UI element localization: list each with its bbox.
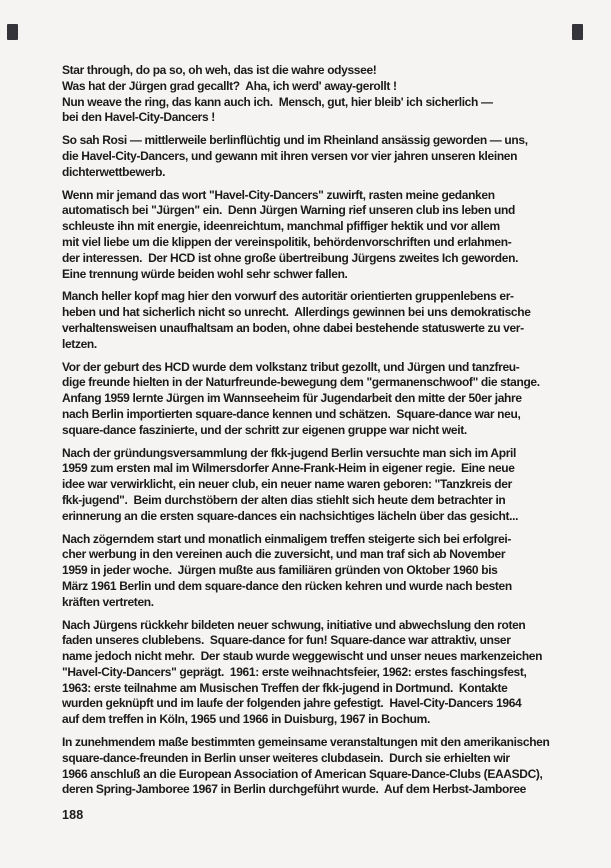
paragraph [62,289,582,352]
paragraph [62,188,582,283]
text-line: Eine trennung würde beiden wohl sehr schwer fallen. [62,266,348,281]
text-line: Anfang 1959 lernte Jürgen im Wannseeheim für Jugendarbeit den mitte der 50er jahre [62,391,522,406]
text-line: März 1961 Berlin und dem square-dance den rücken kehren und wurde nach besten [62,578,512,593]
text-line: verhaltensweisen unaufhaltsam an boden, ohne dabei bestehende statuswerte zu ver- [62,320,524,335]
text-line: Star through, do pa so, oh weh, das ist die wahre odyssee! [62,63,377,77]
text-line: Nun weave the ring, das kann auch ich. Mensch, gut, hier bleib' ich sicherlich — [62,94,493,109]
text-line: mit viel liebe um die klippen der vereinspolitik, behördenvorschriften und erlahmen- [62,234,512,249]
text-line: auf dem treffen in Köln, 1965 und 1966 in Duisburg, 1967 in Bochum. [62,712,430,727]
text-line: letzen. [62,336,97,351]
text-line: Nach der gründungsversammlung der fkk-jugend Berlin versuchte man sich im April [62,445,517,460]
paragraph [62,735,582,798]
text-line: bei den Havel-City-Dancers ! [62,110,215,125]
paragraph [62,133,582,180]
text-line: dichterwettbewerb. [62,164,166,179]
text-line: automatisch bei "Jürgen" ein. Denn Jürgen Warning rief unseren club ins leben und [62,203,515,218]
text-line: deren Spring-Jamboree 1967 in Berlin durchgeführt wurde. Auf dem Herbst-Jamboree [62,782,526,797]
text-line: 1959 in jeder woche. Jürgen mußte aus familiären gründen von Oktober 1960 bis [62,563,498,578]
paragraph [62,532,582,611]
text-line: cher werbung in den vereinen auch die zuversicht, und man traf sich ab November [62,547,506,562]
text-line: 1963: erste teilnahme am Musischen Treffen der fkk-jugend in Dortmund. Kontakte [62,680,508,695]
text-line: 1959 zum ersten mal im Wilmersdorfer Anne-Frank-Heim in eigener regie. Eine neue [62,461,515,476]
text-line: name jedoch nicht mehr. Der staub wurde weggewischt und unser neues markenzeichen [62,649,543,664]
text-line: Nach Jürgens rückkehr bildeten neuer schwung, initiative und abwechslung den roten [62,617,526,632]
scan-registration-mark-right [572,24,583,40]
text-line: faden unseres clublebens. Square-dance for fun! Square-dance war attraktiv, unser [62,633,511,648]
text-line: schleuste ihn mit energie, ideenreichtum, manchmal pfiffiger hektik und vor allem [62,219,500,234]
text-line: So sah Rosi — mittlerweile berlinflüchtig und im Rheinland ansässig geworden — uns, [62,133,528,148]
text-line: nach Berlin importierten square-dance kennen und schätzen. Square-dance war neu, [62,406,521,421]
text-line: In zunehmendem maße bestimmten gemeinsame veranstaltungen mit den amerikanischen [62,735,550,750]
text-line: heben und hat sicherlich nicht so unrecht. Allerdings gewinnen bei uns demokratische [62,305,531,320]
paragraph [62,63,582,126]
text-line: dige freunde hielten in der Naturfreunde-bewegung dem "germanenschwoof" die stange. [62,375,540,390]
text-line: der interessen. Der HCD ist ohne große übertreibung Jürgens zweites Ich geworden. [62,250,519,265]
text-line: square-dance faszinierte, und der schritt zur eigenen gruppe war nicht weit. [62,422,467,437]
text-line: 1966 anschluß an die European Association of American Square-Dance-Clubs (EAASDC), [62,766,543,781]
text-line: wurden geknüpft und im laufe der folgenden jahre gefestigt. Havel-City-Dancers 1964 [62,696,522,711]
text-line: fkk-jugend". Beim durchstöbern der alten dias stiehlt sich heute dem betrachter in [62,492,506,507]
paragraph [62,446,582,525]
text-line: idee war verwirklicht, ein neuer club, ein neuer name waren geboren: "Tanzkreis der [62,477,512,492]
text-line: Nach zögerndem start und monatlich einmaligem treffen steigerte sich bei erfolgrei- [62,531,512,546]
text-line: Vor der geburt des HCD wurde dem volkstanz tribut gezollt, und Jürgen und tanzfreu- [62,359,520,374]
scan-registration-mark-left [7,24,18,40]
text-line: Wenn mir jemand das wort "Havel-City-Dancers" zuwirft, rasten meine gedanken [62,187,495,202]
text-line: Was hat der Jürgen grad gecallt? Aha, ich werd' away-gerollt ! [62,78,397,93]
text-line: erinnerung an die ersten square-dances ein nachsichtiges lächeln über das gesicht... [62,508,519,523]
text-line: square-dance-freunden in Berlin unser weiteres clubdasein. Durch sie erhielten wir [62,750,510,765]
paragraph [62,360,582,439]
paragraph [62,618,582,729]
text-block [62,63,582,805]
text-line: kräften vertreten. [62,594,154,609]
text-line: die Havel-City-Dancers, und gewann mit ihren versen vor vier jahren unseren kleinen [62,148,518,163]
page-number: 188 [62,808,84,822]
text-line: "Havel-City-Dancers" geprägt. 1961: erste weihnachtsfeier, 1962: erstes faschingsfest, [62,664,527,679]
text-line: Manch heller kopf mag hier den vorwurf des autoritär orientierten gruppenlebens er- [62,289,514,304]
